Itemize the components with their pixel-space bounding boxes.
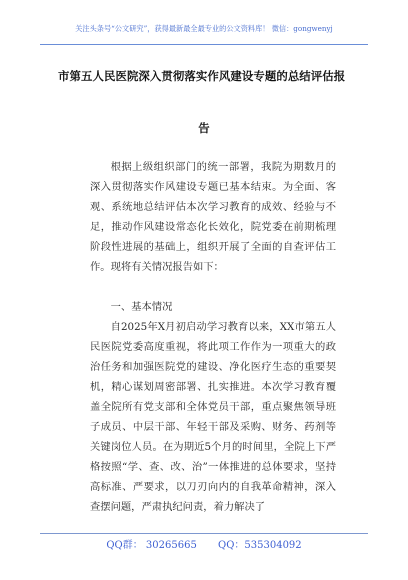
- document-title: 市第五人民医院深入贯彻落实作风建设专题的总结评估报: [58, 69, 346, 83]
- header-divider: [40, 44, 368, 45]
- footer-qq-group: QQ群： 30265665: [106, 540, 197, 551]
- basic-info-paragraph: 自2025年X月初启动学习教育以来，XX市第五人民医院党委高度重视，将此项工作作为一项重大的政治任务和加强医院党的建设、净化医疗生态的重要契机，精心谋划周密部署、扎实推进。本次学习教育覆盖全院所有党支部和全体党员干部，重点聚焦领导班子成员、中层干部、年轻干部及采购、财务、药剂等关键岗位人员。在为期近5个月的时间里，全院上下严格按照“学、查、改、治”一体推进的总体要求，坚持高标准、严要求，以刀刃向内的自我革命精神，深入查摆问题，严肃执纪问责，着力解决了: [90, 321, 336, 513]
- footer-qq-number: QQ：535304092: [218, 540, 302, 551]
- footer-contact: [0, 539, 408, 553]
- header-banner: 关注头条号“公文研究”，获得最新最全最专业的公文资料库！ 微信：gongwenyj: [75, 24, 333, 33]
- intro-paragraph: 根据上级组织部门的统一部署，我院为期数月的深入贯彻落实作风建设专题已基本结束。为全面、客观、系统地总结评估本次学习教育的成效、经验与不足，推动作风建设常态化长效化，院党委在前期梳理阶段性进展的基础上，组织开展了全面的自查评估工作。现将有关情况报告如下：: [90, 161, 336, 273]
- basic-info-section: [90, 317, 336, 517]
- document-title-continuation: 告: [198, 121, 210, 135]
- footer-divider: [40, 533, 368, 534]
- intro-section: [90, 157, 336, 277]
- section-heading-basic-info: 一、基本情况: [110, 301, 173, 313]
